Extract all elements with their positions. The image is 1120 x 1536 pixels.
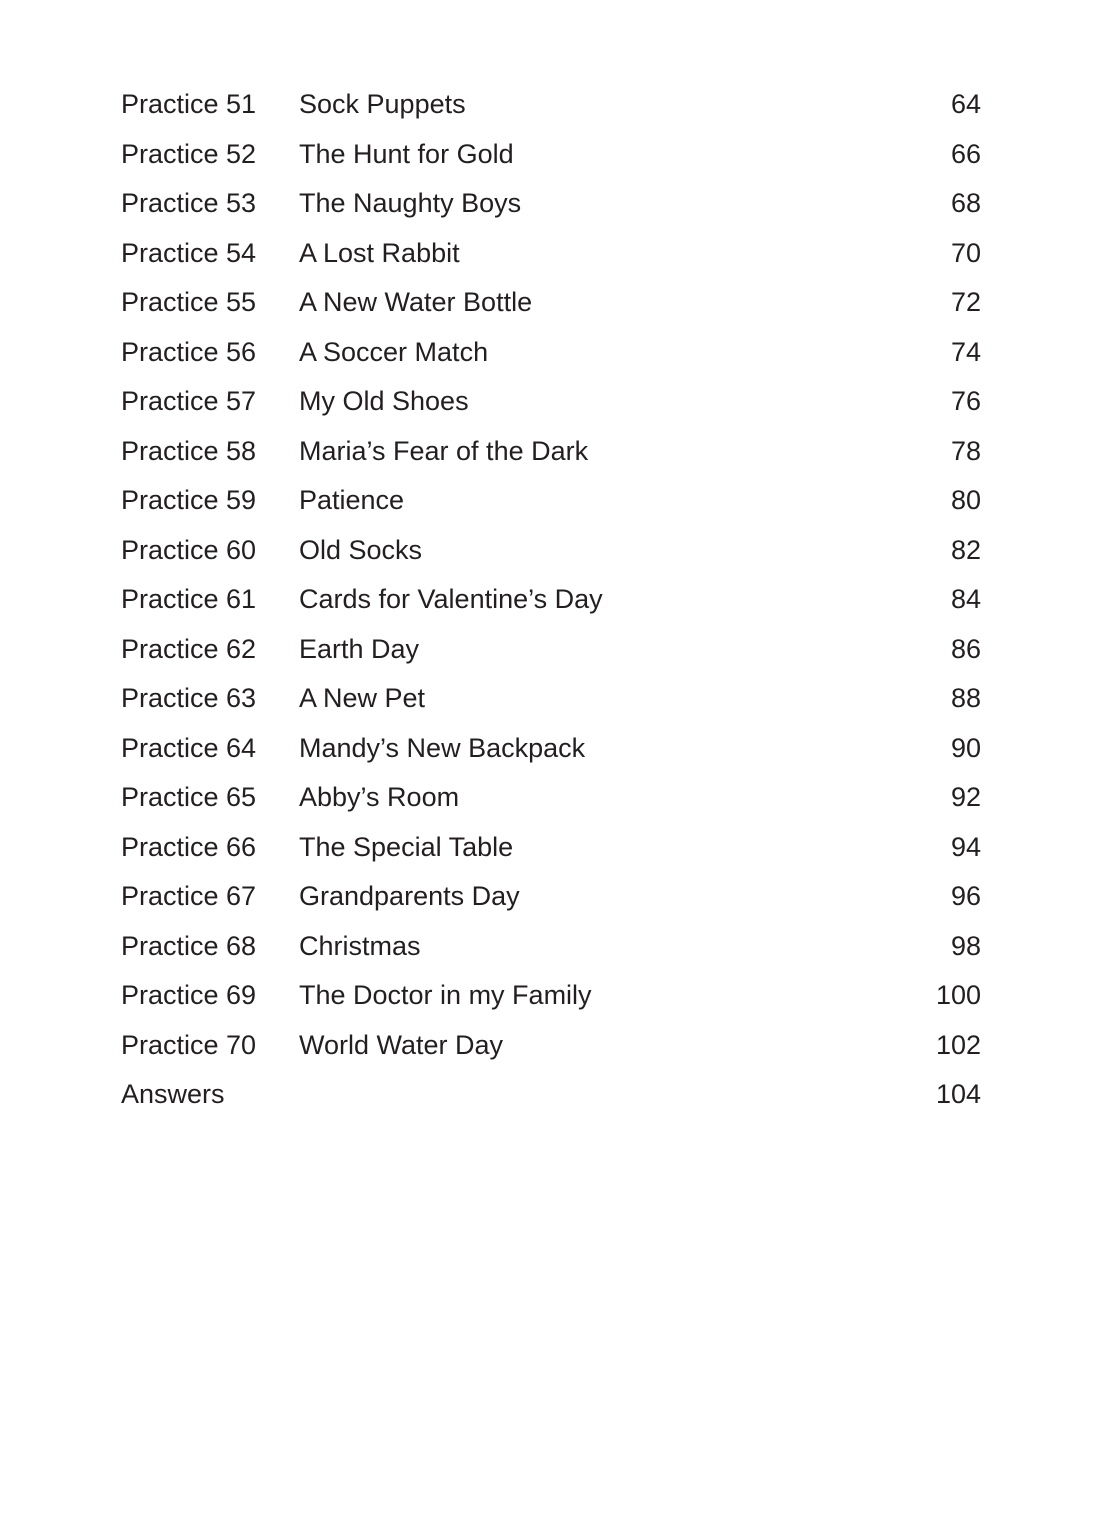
toc-entry[interactable]	[121, 179, 981, 229]
toc-entry[interactable]	[121, 575, 981, 625]
page-number: 68	[950, 188, 981, 218]
page-number: 74	[950, 336, 981, 367]
practice-label: Practice 51	[121, 89, 257, 119]
answers-label: Answers	[121, 1079, 225, 1109]
toc-entry[interactable]	[121, 922, 981, 972]
practice-title: Sock Puppets	[299, 89, 466, 119]
toc-entry[interactable]	[121, 724, 981, 774]
page-number: 86	[950, 633, 981, 664]
practice-label: Practice 57	[121, 386, 257, 416]
toc-entry[interactable]	[121, 526, 981, 576]
practice-title: The Special Table	[299, 831, 514, 862]
practice-title: The Naughty Boys	[299, 188, 522, 218]
table-of-contents	[121, 80, 981, 1120]
practice-title: A Lost Rabbit	[299, 237, 460, 268]
toc-entry[interactable]	[121, 427, 981, 477]
practice-label: Practice 67	[121, 881, 257, 911]
practice-title: Grandparents Day	[299, 881, 520, 911]
page-number: 94	[950, 831, 981, 862]
practice-label: Practice 70	[121, 1029, 257, 1060]
toc-entry[interactable]	[121, 971, 981, 1021]
page-number: 78	[950, 435, 981, 466]
practice-label: Practice 53	[121, 188, 257, 218]
page-number: 104	[935, 1079, 981, 1109]
practice-title: World Water Day	[299, 1029, 504, 1060]
page-number: 76	[950, 386, 981, 416]
toc-entry[interactable]	[121, 80, 981, 130]
toc-entry[interactable]	[121, 377, 981, 427]
practice-label: Practice 52	[121, 138, 257, 169]
practice-title: Abby’s Room	[299, 782, 460, 812]
page-number: 64	[950, 89, 981, 119]
practice-label: Practice 60	[121, 534, 257, 565]
practice-label: Practice 59	[121, 485, 257, 515]
practice-label: Practice 64	[121, 732, 257, 763]
page-number: 96	[950, 881, 981, 911]
toc-entry[interactable]	[121, 872, 981, 922]
page-number: 92	[950, 782, 981, 812]
practice-label: Practice 61	[121, 584, 257, 614]
practice-label: Practice 68	[121, 930, 257, 961]
page-number: 100	[935, 980, 981, 1010]
toc-entry[interactable]	[121, 823, 981, 873]
practice-title: Maria’s Fear of the Dark	[299, 435, 589, 466]
practice-title: A New Pet	[299, 683, 426, 713]
practice-title: A Soccer Match	[299, 336, 489, 367]
practice-label: Practice 55	[121, 287, 257, 317]
page-number: 98	[950, 930, 981, 961]
practice-title: Christmas	[299, 930, 421, 961]
page-number: 82	[950, 534, 981, 565]
practice-title: Earth Day	[299, 633, 420, 664]
page-number: 88	[950, 683, 981, 713]
page-number: 90	[950, 732, 981, 763]
practice-title: Patience	[299, 485, 405, 515]
practice-label: Practice 62	[121, 633, 257, 664]
page-number: 66	[950, 138, 981, 169]
practice-label: Practice 63	[121, 683, 257, 713]
toc-entry[interactable]	[121, 625, 981, 675]
toc-entry[interactable]	[121, 130, 981, 180]
practice-title: A New Water Bottle	[299, 287, 533, 317]
practice-title: Mandy’s New Backpack	[299, 732, 586, 763]
toc-entry[interactable]	[121, 773, 981, 823]
toc-entry[interactable]	[121, 229, 981, 279]
page-number: 102	[935, 1029, 981, 1060]
practice-title: The Doctor in my Family	[299, 980, 592, 1010]
practice-label: Practice 66	[121, 831, 257, 862]
page-number: 70	[950, 237, 981, 268]
toc-entry-answers[interactable]	[121, 1070, 981, 1120]
toc-entry[interactable]	[121, 328, 981, 378]
page-number: 72	[950, 287, 981, 317]
practice-label: Practice 54	[121, 237, 257, 268]
practice-label: Practice 69	[121, 980, 257, 1010]
practice-label: Practice 58	[121, 435, 257, 466]
practice-title: My Old Shoes	[299, 386, 469, 416]
practice-title: The Hunt for Gold	[299, 138, 514, 169]
practice-title: Cards for Valentine’s Day	[299, 584, 603, 614]
practice-label: Practice 56	[121, 336, 257, 367]
practice-title: Old Socks	[299, 534, 423, 565]
toc-entry[interactable]	[121, 674, 981, 724]
toc-entry[interactable]	[121, 476, 981, 526]
page-number: 84	[950, 584, 981, 614]
toc-entry[interactable]	[121, 1021, 981, 1071]
toc-entry[interactable]	[121, 278, 981, 328]
practice-label: Practice 65	[121, 782, 257, 812]
page-number: 80	[950, 485, 981, 515]
